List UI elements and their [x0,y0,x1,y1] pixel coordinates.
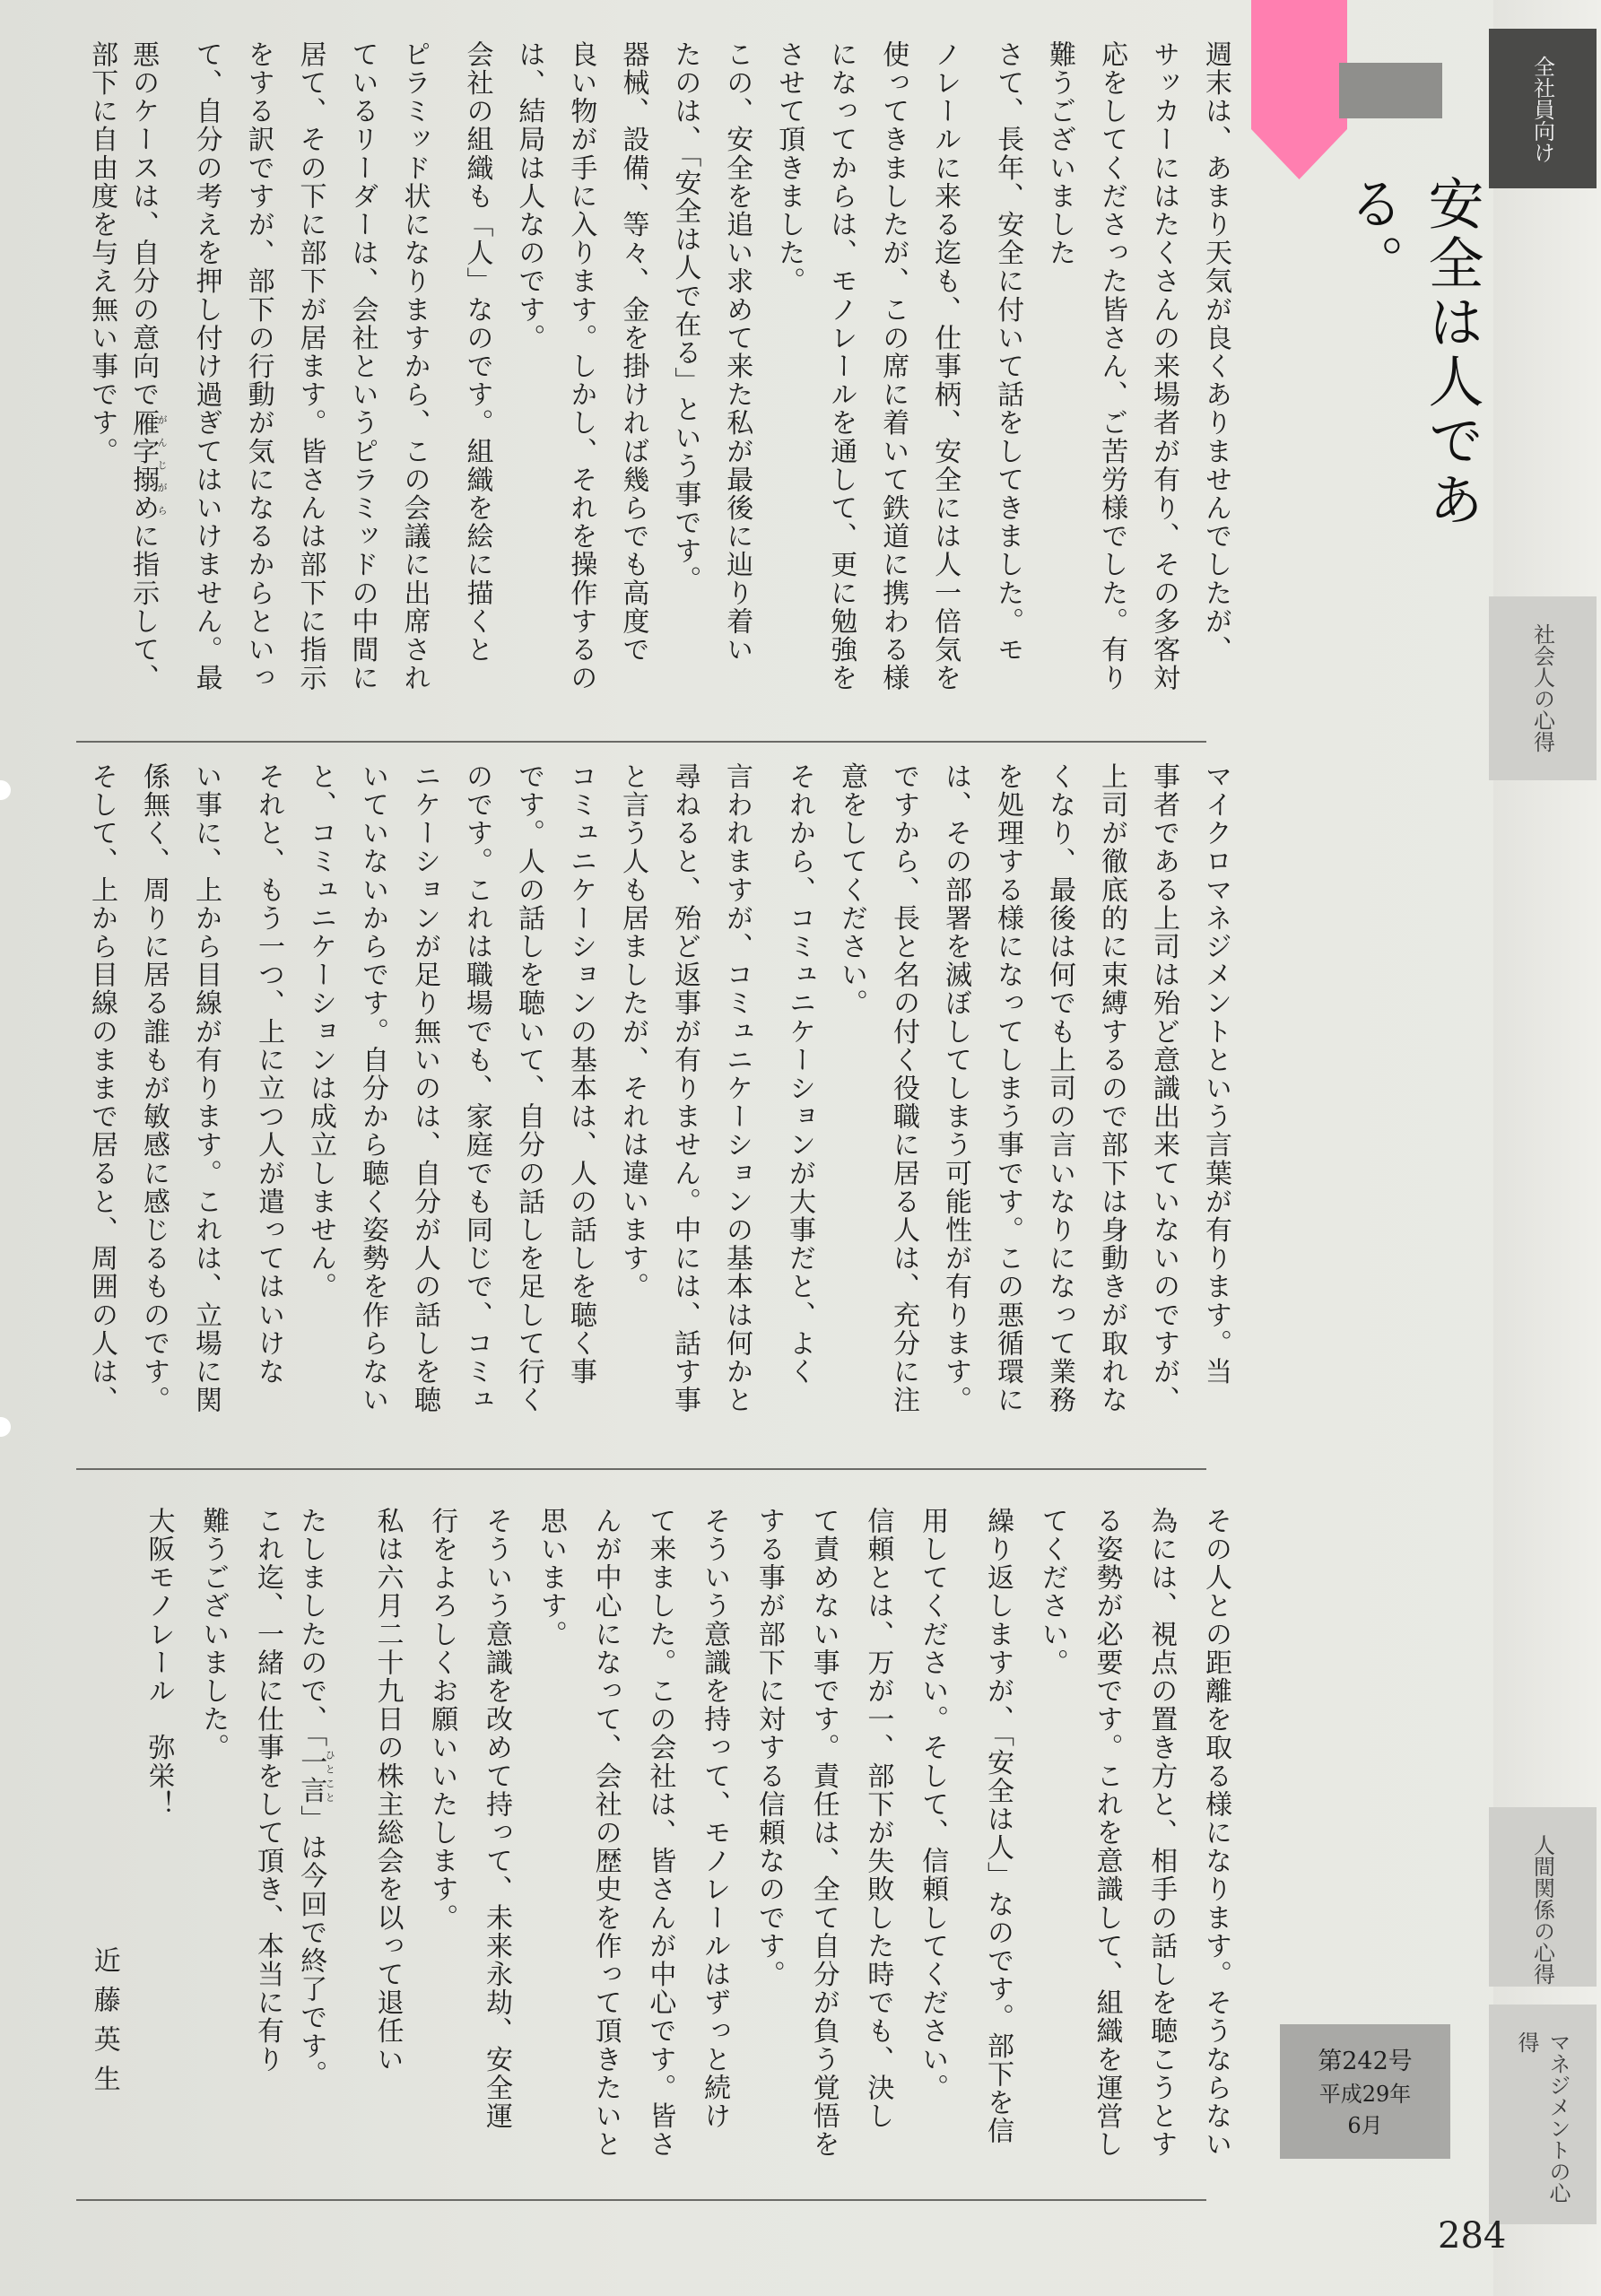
text-column: サッカーにはたくさんの来場者が有り、その多客対 [1148,40,1180,692]
text-column: ですから、長と名の付く役職に居る人は、充分に注 [888,762,919,1414]
text-column: ノレールに来る迄も、仕事柄、安全には人一倍気を [929,40,961,692]
tier-divider-rule [76,1468,1206,1470]
text-column: は、その部署を滅ぼしてしまう可能性が有ります。 [940,762,971,1414]
text-column: 悪のケースは、自分の意向で雁字搦めがんじがらに指示して、 [127,40,169,692]
text-column: 会社の組織も「人」なのです。組織を絵に描くと [461,40,493,665]
text-column: ているリーダーは、会社というピラミッドの中間に [346,40,378,692]
text-column: ニケーションが足り無いのは、自分が人の話しを聴 [409,762,440,1414]
text-column: さて、長年、安全に付いて話をしてきました。モ [992,40,1024,665]
text-column: 意をしてください。 [836,762,867,1018]
text-column: 大阪モノレール 弥栄！ [143,1507,175,1819]
text-column: 係無く、周りに居る誰もが敏感に感じるものです。 [138,762,170,1414]
author-signature: 近藤英生 [88,1946,120,2104]
text-column: んが中心になって、会社の歴史を作って頂きたいと [589,1507,622,2159]
issue-number: 第242号 [1318,2048,1413,2075]
text-column: たのは、「安全は人で在る」という事です。 [669,40,701,594]
pink-bookmark-ribbon [1251,0,1347,179]
text-column: そういう意識を改めて持って、未来永劫、安全運 [481,1507,513,2131]
text-column: て責めない事です。責任は、全て自分が負う覚悟を [807,1507,840,2159]
tier-divider-rule [76,2199,1206,2201]
text-column: 使ってきましたが、この席に着いて鉄道に携わる様 [877,40,909,692]
text-column: 良い物が手に入ります。しかし、それを操作するの [565,40,597,692]
text-column: 応をしてくださった皆さん、ご苦労様でした。有り [1096,40,1128,692]
text-column: コミュニケーションの基本は、人の話しを聴く事 [565,762,596,1387]
text-column: そういう意識を持って、モノレールはずっと続け [699,1507,731,2131]
text-column: そして、上から目線のままで居ると、周囲の人は、 [86,762,117,1414]
text-column: 繰り返しますが、「安全は人」なのです。部下を信 [981,1507,1014,2145]
text-column: 用してください。そして、信頼してください。 [917,1507,949,2102]
text-column: は、結局は人なのです。 [513,40,545,352]
issue-month: 6月 [1347,2112,1383,2138]
text-column: 尋ねると、殆ど返事が有りません。中には、話す事 [669,762,700,1414]
text-column: 週末は、あまり天気が良くありませんでしたが、 [1200,40,1231,665]
text-column: 思います。 [535,1507,567,1648]
issue-box [1280,2024,1450,2159]
text-column: それと、もう一つ、上に立つ人が遣ってはいけな [253,762,284,1387]
page-number: 284 [1438,2215,1507,2257]
text-column: マイクロマネジメントという言葉が有ります。当 [1200,762,1231,1387]
text-column: ピラミッド状になりますから、この会議に出席され [398,40,431,692]
text-column: い事に、上から目線が有ります。これは、立場に関 [190,762,222,1414]
text-column: それから、コミュニケーションが大事だと、よく [784,762,815,1387]
text-column: 上司が徹底的に束縛するので部下は身動きが取れな [1096,762,1127,1414]
text-column: を処理する様になってしまう事です。この悪循環に [992,762,1023,1414]
text-tier-top [63,40,1229,740]
text-column: 難うございました [1044,40,1076,267]
text-column: くなり、最後は何でも上司の言いなりになって業務 [1044,762,1075,1414]
text-tier-bottom [63,1507,1229,2206]
text-column: と、コミュニケーションは成立しません。 [305,762,336,1301]
tier-divider-rule [76,741,1206,743]
text-column: て来ました。この会社は、皆さんが中心です。皆さ [644,1507,676,2159]
text-column: です。人の話しを聴いて、自分の話しを足して行く [513,762,544,1414]
text-column: この、安全を追い求めて来た私が最後に辿り着い [721,40,753,665]
text-column: 部下に自由度を与え無い事です。 [86,40,118,465]
text-column: る姿勢が必要です。これを意識して、組織を運営し [1091,1507,1123,2159]
article-title: 安全は人である。 [1339,175,1484,530]
text-column: 行をよろしくお願いいたします。 [426,1507,458,1932]
text-column: 事者である上司は殆ど意識出来ていないのですが、 [1148,762,1179,1414]
text-column: 言われますが、コミュニケーションの基本は何かと [721,762,753,1414]
text-column: 為には、視点の置き方と、相手の話しを聴こうとす [1145,1507,1178,2159]
binder-hole [0,1417,11,1437]
text-column: てください。 [1036,1507,1068,1677]
title-accent-bar [1339,63,1442,118]
text-column: になってからは、モノレールを通して、更に勉強を [825,40,857,692]
text-column: いていないからです。自分から聴く姿勢を作らない [357,762,388,1414]
text-column: させて頂きました。 [773,40,805,296]
text-column: する事が部下に対する信頼なのです。 [753,1507,785,1989]
text-column: 器械、設備、等々、金を掛ければ幾らでも高度で [617,40,649,665]
text-column: のです。これは職場でも、家庭でも同じで、コミュ [461,762,492,1414]
tab-management[interactable]: マネジメントの心得 [1489,2005,1597,2224]
binder-hole [0,780,11,800]
text-column: これ迄、一緒に仕事をして頂き、本当に有り [251,1507,283,2074]
tab-relationships[interactable]: 人間関係の心得 [1489,1807,1597,1987]
text-column: と言う人も居ましたが、それは違います。 [617,762,648,1301]
text-column: 信頼とは、万が一、部下が失敗した時でも、決し [862,1507,894,2131]
text-column: 居て、その下に部下が居ます。皆さんは部下に指示 [294,40,326,692]
issue-era: 平成29年 [1318,2082,1412,2108]
text-column: て、自分の考えを押し付け過ぎてはいけません。最 [190,40,222,692]
text-column: をする訳ですが、部下の行動が気になるからといっ [242,40,274,692]
text-column: 難うございました。 [197,1507,230,1762]
text-tier-middle [63,762,1229,1462]
text-column: その人との距離を取る様になります。そうならない [1200,1507,1231,2159]
text-column: たしましたので、「一言ひとこと」は今回で終了です。 [295,1507,336,2089]
text-column: 私は六月二十九日の株主総会を以って退任い [371,1507,404,2074]
tab-all-employees[interactable]: 全社員向け [1489,29,1597,188]
tab-working-adult[interactable]: 社会人の心得 [1489,596,1597,780]
